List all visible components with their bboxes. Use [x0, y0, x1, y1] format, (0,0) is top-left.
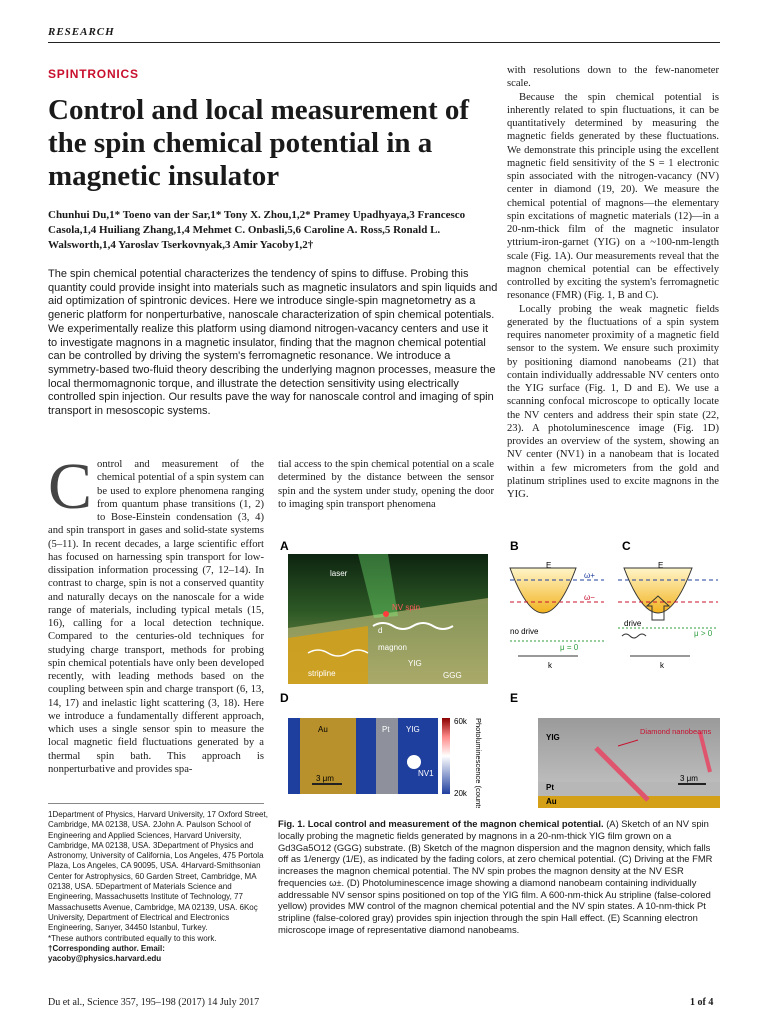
label-au-d: Au — [318, 725, 328, 734]
affiliation-list: 1Department of Physics, Harvard University, 17 Oxford Street, Cambridge, MA 02138, USA. 2John A. Paulson School of Engineering and Applied Sciences, Harvard University, Cambridge, MA 02138, USA. 3Department of Physics and Astronomy, University of California, Los Angeles, 475 Portola Plaza, Los Angeles, CA 90095, USA. 4Harvard-Smithsonian Center for Astrophysics, 60 Garden Street, Cambridge, MA 02138, USA. 5Department of Materials Science and Engineering, Massachusetts Institute of Technology, 77 Massachusetts Avenue, Cambridge, MA 02139, USA. 6Koç University, Department of Electrical and Electronics Engineering, Sarıyer, 34450 Istanbul, Turkey. — [48, 810, 268, 933]
label-e-b: E — [546, 561, 552, 570]
body-column-2 — [278, 458, 494, 511]
corresponding-author: †Corresponding author. Email: yacoby@physics.harvard.edu — [48, 943, 165, 964]
caption-title: Fig. 1. Local control and measurement of the magnon chemical potential. — [278, 818, 604, 829]
label-k-c: k — [660, 661, 664, 670]
equal-contribution-note: *These authors contributed equally to this work. — [48, 933, 217, 943]
nv-center-spot — [407, 755, 421, 769]
label-no-drive: no drive — [510, 627, 539, 636]
figure-1 — [278, 538, 720, 808]
label-drive: drive — [624, 619, 642, 628]
panel-label-d: D — [280, 691, 289, 705]
label-yig: YIG — [408, 659, 422, 668]
label-omega-plus: ω+ — [584, 571, 595, 580]
article-title: Control and local measurement of the spin chemical potential in a magnetic insulator — [48, 94, 470, 192]
abstract: The spin chemical potential characterizes the tendency of spins to diffuse. Probing this quantity could provide insight into materials such as magnetic insulators and spin liquids and aid optimization of spintronic devices. Here we introduce single-spin magnetometry as a generic platform for nonperturbative, nanoscale characterization of spin chemical potentials. We experimentally realize this platform using diamond nitrogen-vacancy centers and use it to investigate magnons in a magnetic insulator, finding that the magnon chemical potential can be controlled by driving the system's ferromagnetic resonance. We introduce a symmetry-based two-fluid theory describing the underlying magnon processes, measure the local thermomagnonic torque, and illustrate the detection sensitivity using electrically controlled spin injection. Our results pave the way for nanoscale control and imaging of spin transport in mesoscopic systems. — [48, 268, 498, 418]
colorbar-top — [442, 718, 450, 756]
label-nv1: NV1 — [418, 769, 434, 778]
label-d: d — [378, 626, 383, 635]
body-col1-text: ontrol and measurement of the chemical potential of a spin system can be used to explore phenomena ranging from quantum phase transitions (1, 2) to Bose-Einstein condensation (3, 4) and spin transport in gases and solid-state systems (5–11). In recent decades, a large scientific effort has focused on harnessing spin transport for low-dissipation information processing (7, 12–14). In contrast to charge, spin is not a conserved quantity and naturally decays on the nanoscale for a wide range of materials, including typical metals (15, 16), calling for a local detection technique. Compared to the centuries-old techniques for studying charge transport, methods for probing spin chemical potentials have only been developed recently, with leading methods based on the coupling between spin and charge transport (6, 13, 14, 17) and inelastic light scattering (3, 18). Here we introduce a fundamentally different approach, which uses a single sensor spin to measure the local magnetic field fluctuations generated by a thermal spin bath. This approach is nonperturbative and provides spa- — [48, 459, 264, 775]
label-k-b: k — [548, 661, 552, 670]
footer-citation: Du et al., Science 357, 195–198 (2017) 14 July 2017 — [48, 997, 260, 1008]
affiliations — [48, 810, 272, 964]
footer-page-number: 1 of 4 — [690, 997, 714, 1008]
top-rule — [48, 42, 720, 43]
figure-caption — [278, 818, 720, 936]
panel-label-b: B — [510, 539, 519, 553]
author-list: Chunhui Du,1* Toeno van der Sar,1* Tony X. Zhou,1,2* Pramey Upadhyaya,3 Francesco Casola,1,4 Huiliang Zhang,1,4 Mehmet C. Onbasli,5,6 Caroline A. Ross,5 Ronald L. Walsworth,1,4 Yaroslav Tserkovnyak,3 Amir Yacoby1,2† — [48, 209, 466, 251]
label-au-e: Au — [546, 797, 557, 806]
body-paragraph: Because the spin chemical potential is inherently related to spin fluctuations, it can be quantitatively determined by measuring the magnetic fields generated by these fluctuations. We demonstrate this principle using the excellent magnetic field sensitivity of the S = 1 electronic spin associated with the nitrogen-vacancy (NV) center in diamond (19, 20). We measure the chemical potential of magnons—the elementary spin excitations of magnetic materials (12)—in a 20-nm-thick film of the magnetic insulator yttrium-iron-garnet (YIG) on a ~100-nm-length scale (Fig. 1A). Our measurements reveal that the magnon chemical potential can be effectively controlled by exciting the system's ferromagnetic resonance (FMR) (Fig. 1, B and C). — [507, 91, 719, 302]
label-scale-e: 3 μm — [680, 774, 698, 783]
nv-spin-marker — [383, 611, 389, 617]
kicker: SPINTRONICS — [48, 67, 139, 81]
panel-label-c: C — [622, 539, 631, 553]
section-label: RESEARCH — [48, 26, 115, 38]
label-cbar-min: 20k — [454, 789, 467, 798]
label-yig-d: YIG — [406, 725, 420, 734]
label-cbar-max: 60k — [454, 717, 467, 726]
magnon-dispersion-c — [624, 568, 692, 613]
label-magnon: magnon — [378, 643, 407, 652]
affiliations-rule — [48, 803, 264, 804]
body-paragraph: with resolutions down to the few-nanometer scale. — [507, 65, 719, 90]
label-omega-minus: ω− — [584, 593, 595, 602]
body-paragraph: Locally probing the weak magnetic fields generated by the fluctuations of a spin system requires nanometer proximity of a magnetic field sensor to the system. We ensure such proximity by positioning diamond nanobeams (21) that contain individually addressable NV centers onto the YIG surface (Fig. 1, D and E). We use a scanning confocal microscope to optically locate the NV centers and address their spin state (22, 23). A photoluminescence image (Fig. 1D) provides an overview of the system, showing an NV center (NV1) in a nanobeam that is located within a few micrometers from the gold and platinum striplines used to excite magnons in the YIG. — [507, 303, 719, 500]
caption-text: (A) Sketch of an NV spin locally probing the magnetic fields generated by magnons in a 20-nm-thick YIG film grown on a Gd3Ga5O12 (GGG) substrate. (B) Sketch of the magnon dispersion and the magnon density, which falls off as 1/energy (1/E), as indicated by the fading colors, at zero chemical potential. (C) Driving at the FMR increases the magnon chemical potential. The NV spin probes the magnon density at the NV ESR frequencies ω±. (D) Photoluminescence image showing a diamond nanobeam containing individually addressable NV sensor spins positioned on top of the YIG film. A 600-nm-thick Au stripline (false-colored yellow) provides MW control of the magnon chemical potential and the NV spin states. A 10-nm-thick Pt stripline (false-colored gray) provides spin injection through the spin Hall effect. (E) Scanning electron microscope image of representative diamond nanobeams. — [278, 818, 713, 935]
label-e-c: E — [658, 561, 664, 570]
label-mu-zero: μ = 0 — [560, 643, 579, 652]
body-col2-text: tial access to the spin chemical potential on a scale determined by the distance between the sensor spin and the system under study, opening the door to imaging spin transport phenomena — [278, 459, 494, 510]
colorbar-bottom — [442, 756, 450, 794]
label-stripline: stripline — [308, 669, 336, 678]
figure-1-graphic — [278, 538, 720, 808]
label-nv-spin: NV spin — [392, 603, 421, 612]
label-cbar-title: Photoluminescence (counts/s) — [474, 718, 483, 808]
panel-label-e: E — [510, 691, 519, 705]
body-column-1 — [48, 450, 264, 776]
au-region — [538, 796, 720, 808]
body-column-3 — [507, 64, 719, 501]
label-yig-e: YIG — [546, 733, 560, 742]
label-mu-positive: μ > 0 — [694, 629, 713, 638]
drive-wave-icon — [622, 634, 646, 638]
label-ggg: GGG — [443, 671, 462, 680]
label-pt-d: Pt — [382, 725, 390, 734]
label-scale-d: 3 μm — [316, 774, 334, 783]
drop-cap: C — [48, 450, 93, 523]
panel-label-a: A — [280, 539, 289, 553]
label-laser: laser — [330, 569, 348, 578]
label-pt-e: Pt — [546, 783, 554, 792]
label-diamond-nanobeams: Diamond nanobeams — [640, 727, 712, 736]
magnon-dispersion-b — [510, 568, 576, 613]
